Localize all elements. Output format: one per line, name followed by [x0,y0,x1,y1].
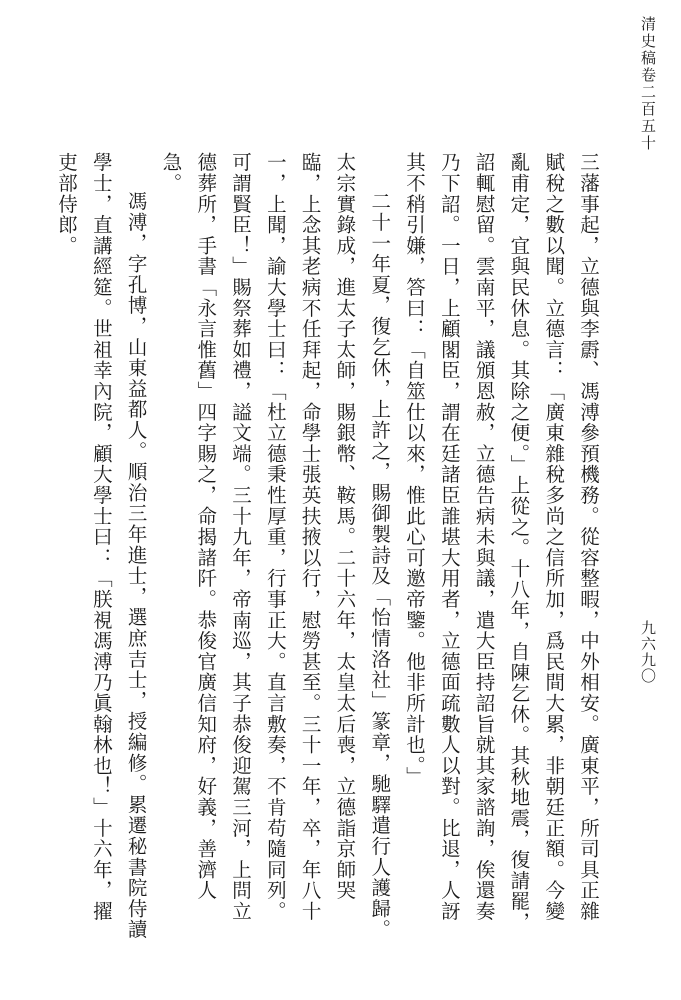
body-text [45,152,605,942]
paragraph: 馮溥，字孔博，山東益都人。順治三年進士，選庶吉士，授編修。累遷秘書院侍讀學士，直講經筵。世祖幸內院，顧大學士曰：「朕視馮溥乃眞翰林也！」十六年，擢吏部侍郎。 [55,152,148,940]
paragraph: 三藩事起，立德與李霨、馮溥參預機務。從容整暇，中外相安。廣東平，所司具正雜賦稅之數以聞。立德言：「廣東雜稅多尚之信所加，爲民間大累，非朝廷正額。今變亂甫定，宜與民休息。其除之便。」上從之。十八年，自陳乞休。其秋地震，復請罷，詔輒慰留。雲南平，議頒恩赦，立德告病未與議，遣大臣持詔旨就其家諮詢，俟還奏乃下詔。一日，上顧閣臣，謂在廷諸臣誰堪大用者，立德面疏數人以對。比退，人訝其不稍引嫌，答曰：「自筮仕以來，惟此心可邀帝鑒。他非所計也。」 [403,152,600,933]
page-number: 九六九〇 [639,620,657,684]
paragraph: 二十一年夏，復乞休，上許之，賜御製詩及「怡情洛社」篆章，馳驛遣行人護歸。太宗實錄成，進太子太師，賜銀幣、鞍馬。二十六年，太皇太后喪，立德詣京師哭臨，上念其老病不任拜起，命學士張英扶掖以行，慰勞甚至。三十一年，卒，年八十一，上聞，諭大學士曰：「杜立德秉性厚重，行事正大。直言敷奏，不肯苟隨同列。可謂賢臣！」賜祭葬如禮，謚文端。三十九年，帝南巡，其子恭俊迎駕三河，上問立德葬所，手書「永言惟舊」四字賜之，命揭諸阡。恭俊官廣信知府，好義，善濟人急。 [159,152,392,940]
running-header: 清史稿卷二百五十 [639,16,657,152]
